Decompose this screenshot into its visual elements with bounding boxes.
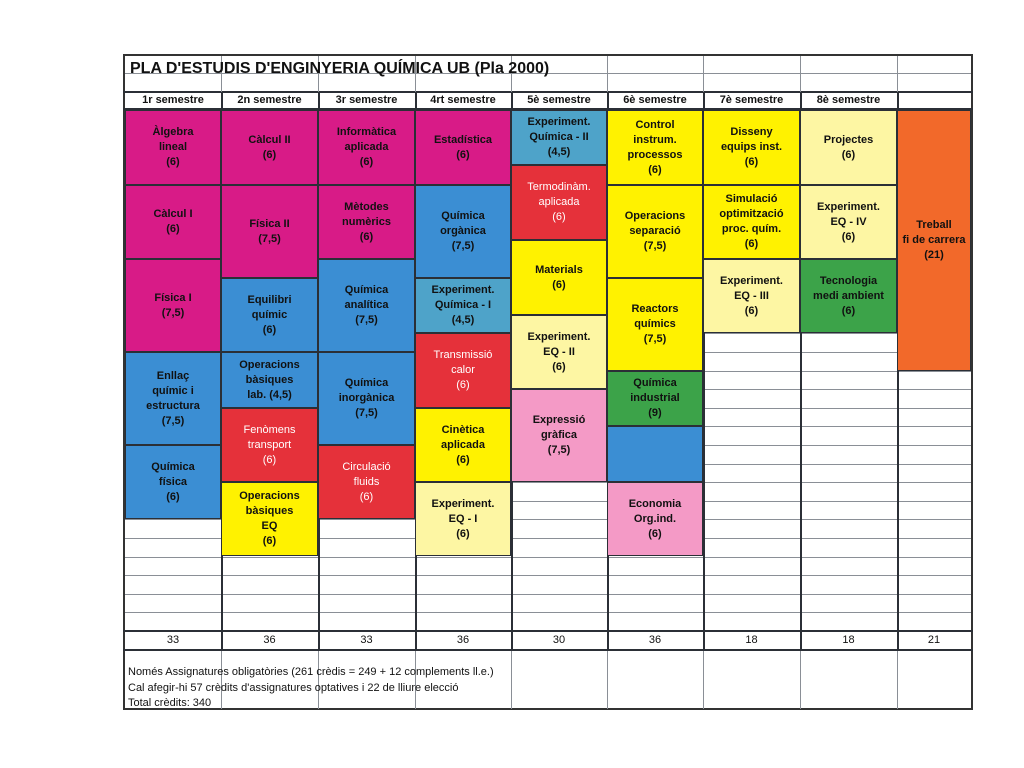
course-block <box>607 185 703 278</box>
course-name: Control instrum. processos <box>627 118 683 161</box>
course-name: Projectes <box>823 133 874 146</box>
course-name: Cinètica aplicada <box>440 423 486 451</box>
course-name: Experiment. EQ - I <box>431 497 495 525</box>
course-name: Física II <box>249 217 290 230</box>
grid-col-line <box>221 651 222 709</box>
credit-total: 36 <box>648 634 662 646</box>
semester-header: 1r semestre <box>142 94 204 106</box>
grid-col-line <box>800 651 801 709</box>
grid-row-line <box>125 575 971 576</box>
course-credits: (6) <box>359 156 374 168</box>
course-block <box>221 352 318 408</box>
course-block <box>415 278 511 333</box>
course-block <box>607 278 703 371</box>
semester-header: 4rt semestre <box>430 94 496 106</box>
page-title: PLA D'ESTUDIS D'ENGINYERIA QUÍMICA UB (Pla 2000) <box>130 60 550 77</box>
semester-header: 6è semestre <box>623 94 687 106</box>
course-credits: (6) <box>166 156 180 168</box>
course-name: Operacions bàsiques EQ <box>239 490 300 532</box>
course-block <box>125 185 221 259</box>
course-name: Termodinàm. aplicada <box>527 181 591 208</box>
course-block <box>221 185 318 278</box>
course-credits: (6) <box>648 527 662 540</box>
course-name: Càlcul I <box>153 208 193 220</box>
course-name: Química industrial <box>630 377 680 404</box>
course-block <box>703 259 800 333</box>
course-credits: (6) <box>552 211 566 223</box>
course-block <box>800 185 897 259</box>
course-credits: (6) <box>744 304 759 317</box>
course-credits: (21) <box>924 249 944 261</box>
grid-col-line <box>897 56 898 92</box>
course-name: Càlcul II <box>248 133 291 146</box>
course-name: Experiment. EQ - II <box>527 330 591 358</box>
course-block <box>125 352 221 445</box>
course-block <box>125 110 221 185</box>
course-name: Disseny equips inst. <box>720 126 783 153</box>
course-name: Química física <box>151 460 195 488</box>
course-credits: (7,5) <box>643 333 667 345</box>
course-block <box>221 110 318 185</box>
course-name: Experiment. EQ - IV <box>817 200 880 228</box>
course-block <box>800 110 897 185</box>
course-credits: (6) <box>552 360 566 373</box>
course-credits: (7,5) <box>355 314 378 326</box>
course-block <box>415 110 511 185</box>
credit-total: 21 <box>927 634 941 646</box>
semester-header: 5è semestre <box>527 94 591 106</box>
course-block <box>511 165 607 240</box>
course-credits: (7,5) <box>547 444 571 456</box>
semester-header: 3r semestre <box>335 94 398 106</box>
course-name: Àlgebra lineal <box>152 126 194 153</box>
course-block <box>511 110 607 165</box>
course-name: Tecnologia medi ambient <box>813 274 884 302</box>
course-block <box>221 278 318 352</box>
course-credits: (7,5) <box>258 232 281 245</box>
course-block <box>511 315 607 389</box>
semester-header: 7è semestre <box>719 94 784 106</box>
course-name: Economia Org.ind. <box>628 497 682 525</box>
course-credits: (7,5) <box>161 414 185 427</box>
course-block <box>318 352 415 445</box>
course-credits: (6) <box>456 148 470 161</box>
course-name: Mètodes numèrics <box>342 200 391 228</box>
credit-total: 30 <box>552 634 566 646</box>
course-credits: (6) <box>456 453 470 466</box>
totals-divider <box>123 649 973 651</box>
course-credits: (6) <box>166 223 180 235</box>
grid-row-line <box>125 612 971 613</box>
course-block <box>415 333 511 408</box>
course-credits: (6) <box>262 453 277 466</box>
course-credits: (6) <box>262 535 277 547</box>
course-name: Equilibri químic <box>247 293 292 321</box>
course-credits: (6) <box>744 238 759 250</box>
course-credits: (6) <box>648 163 662 176</box>
course-credits: (6) <box>359 230 374 243</box>
course-name: Treball fi de carrera <box>902 219 966 246</box>
course-credits: (6) <box>841 230 856 243</box>
course-credits: (9) <box>648 407 662 419</box>
course-credits: (6) <box>456 527 470 540</box>
course-credits: (7,5) <box>451 240 475 252</box>
credit-total: 33 <box>360 634 373 646</box>
course-block <box>221 408 318 482</box>
grid-col-line <box>703 56 704 92</box>
credit-total: 33 <box>166 634 180 646</box>
note-total: Total crèdits: 340 <box>128 697 212 709</box>
course-block <box>125 259 221 352</box>
course-credits: (7,5) <box>355 407 378 419</box>
course-name: Reactors químics <box>631 303 679 330</box>
course-name: Transmissió calor <box>433 349 493 376</box>
course-name: Informàtica aplicada <box>336 126 397 153</box>
course-credits: (4,5) <box>451 314 475 326</box>
course-name: Experiment. Química - II <box>527 116 591 143</box>
course-block <box>511 389 607 482</box>
credit-total: 36 <box>263 634 276 646</box>
credit-total: 18 <box>745 634 758 646</box>
course-block <box>607 110 703 185</box>
course-block <box>800 259 897 333</box>
course-block <box>318 259 415 352</box>
course-block <box>125 445 221 519</box>
course-name: Experiment. Química - I <box>431 284 495 311</box>
course-credits: (6) <box>262 148 277 161</box>
grid-col-line <box>703 651 704 709</box>
course-block <box>221 482 318 556</box>
note-mandatory: Només Assignatures obligatòries (261 crèdis = 249 + 12 complements ll.e.) <box>128 666 494 678</box>
grid-col-line <box>511 651 512 709</box>
credit-total: 36 <box>456 634 470 646</box>
course-name: Enllaç químic i estructura <box>146 369 200 412</box>
course-block <box>897 110 971 371</box>
course-credits: (6) <box>552 278 566 291</box>
course-block <box>511 240 607 315</box>
course-name: Operacions separació <box>624 210 686 237</box>
grid-col-line <box>415 651 416 709</box>
course-credits: (6) <box>262 323 277 336</box>
course-block <box>415 185 511 278</box>
grid-row-line <box>125 594 971 595</box>
course-credits: (6) <box>456 379 470 391</box>
grid-row-line <box>125 557 971 558</box>
course-credits: (7,5) <box>643 240 667 252</box>
course-block <box>318 110 415 185</box>
note-optional: Cal afegir-hi 57 crèdits d'assignatures optatives i 22 de lliure elecció <box>128 682 459 694</box>
course-block <box>415 408 511 482</box>
semester-header: 2n semestre <box>237 94 302 106</box>
grid-col-line <box>800 56 801 92</box>
grid-col-line <box>607 651 608 709</box>
credit-total: 18 <box>842 634 855 646</box>
course-credits: (6) <box>166 490 180 503</box>
course-block <box>318 185 415 259</box>
semester-header: 8è semestre <box>816 94 881 106</box>
course-name: Expressió gràfica <box>532 414 586 441</box>
course-credits: (6) <box>841 304 856 317</box>
course-block <box>607 426 703 482</box>
course-name: Fenòmens transport <box>243 423 296 451</box>
course-credits: (7,5) <box>161 306 185 319</box>
course-name: Materials <box>535 263 583 276</box>
course-name: Estadística <box>433 133 493 146</box>
grid-col-line <box>318 651 319 709</box>
course-name: Circulació fluids <box>342 460 391 488</box>
course-block <box>703 185 800 259</box>
course-name: Química analítica <box>344 284 389 311</box>
course-name: Operacions bàsiques lab. (4,5) <box>239 358 300 401</box>
course-credits: (6) <box>841 148 856 161</box>
course-block <box>318 445 415 519</box>
course-name: Simulació optimització proc. quím. <box>719 193 784 235</box>
course-name: Física I <box>154 291 192 304</box>
course-block <box>415 482 511 556</box>
course-name: Química inorgànica <box>338 377 395 404</box>
course-credits: (6) <box>359 490 374 503</box>
course-credits: (6) <box>744 156 759 168</box>
grid-col-line <box>897 651 898 709</box>
course-credits: (4,5) <box>547 146 571 158</box>
course-name: Experiment. EQ - III <box>720 274 783 302</box>
course-block <box>607 371 703 426</box>
course-block <box>607 482 703 556</box>
grid-col-line <box>607 56 608 92</box>
course-name: Química orgànica <box>440 210 486 237</box>
course-block <box>703 110 800 185</box>
